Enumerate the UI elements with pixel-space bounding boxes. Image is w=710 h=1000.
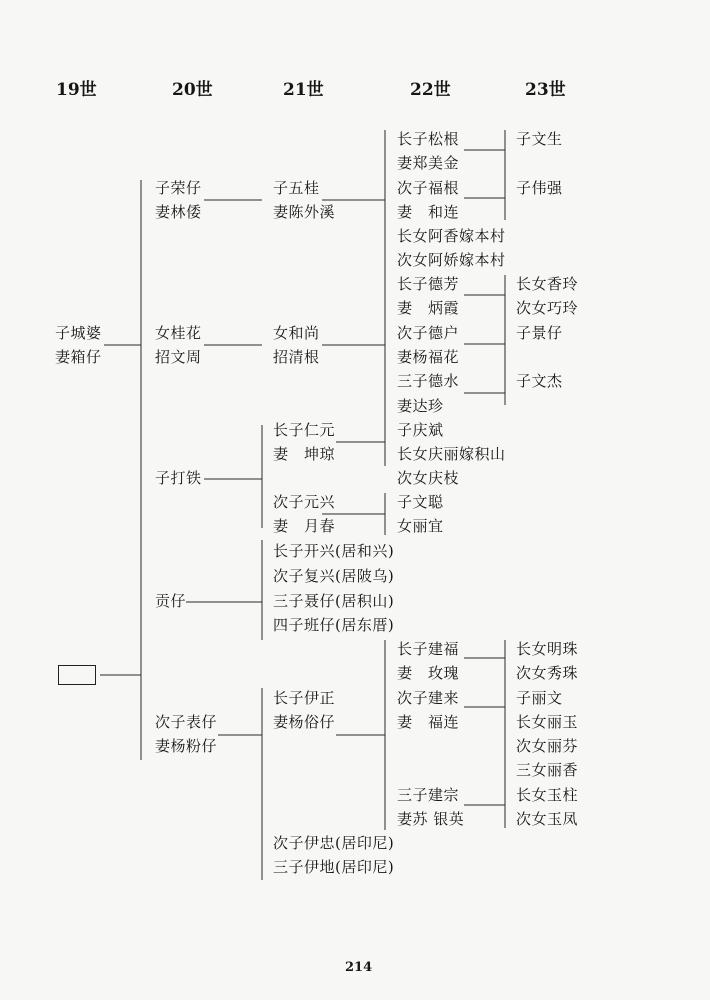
person-name: 次女阿娇嫁本村: [397, 251, 506, 269]
generation-header-23: 23世: [525, 80, 566, 100]
person-name: 长子德芳: [397, 275, 460, 293]
person-name: 妻箱仔: [55, 348, 102, 366]
person-name: 次女玉凤: [516, 810, 579, 828]
person-name: 长女阿香嫁本村: [397, 227, 506, 245]
person-name: 子伟强: [516, 179, 563, 197]
person-name: 妻郑美金: [397, 154, 460, 172]
person-name: 妻林倭: [155, 203, 202, 221]
person-name: 三子聂仔(居积山): [273, 592, 395, 610]
person-name: 长女丽玉: [516, 713, 579, 731]
person-name: 次子伊忠(居印尼): [273, 834, 395, 852]
person-name: 长女庆丽嫁积山: [397, 445, 506, 463]
person-name: 三子德水: [397, 372, 460, 390]
person-name: 子景仔: [516, 324, 563, 342]
person-name: 长子伊正: [273, 689, 336, 707]
page-number: 214: [345, 960, 373, 975]
person-name: 长子仁元: [273, 421, 336, 439]
person-name: 长女香玲: [516, 275, 579, 293]
person-name: 妻杨福花: [397, 348, 460, 366]
person-name: 子文聪: [397, 493, 444, 511]
person-name: 女和尚: [273, 324, 320, 342]
person-name: 次女巧玲: [516, 299, 579, 317]
person-name: 招文周: [155, 348, 202, 366]
person-name: 长子开兴(居和兴): [273, 542, 395, 560]
person-name: 次子元兴: [273, 493, 336, 511]
person-name: 女桂花: [155, 324, 202, 342]
person-name: 妻 月春: [273, 517, 336, 535]
person-name: 子五桂: [273, 179, 320, 197]
person-name: 子打铁: [155, 469, 202, 487]
person-name: 三子伊地(居印尼): [273, 858, 395, 876]
person-name: 妻杨俗仔: [273, 713, 336, 731]
generation-header-22: 22世: [410, 80, 451, 100]
person-name: 妻达珍: [397, 397, 444, 415]
person-name: 次子复兴(居陂乌): [273, 567, 395, 585]
generation-header-19: 19世: [56, 80, 97, 100]
person-name: 贡仔: [155, 592, 187, 610]
person-name: 次子福根: [397, 179, 460, 197]
person-name: 次女秀珠: [516, 664, 579, 682]
person-name: 子丽文: [516, 689, 563, 707]
person-name: 女丽宜: [397, 517, 444, 535]
person-name: 子文杰: [516, 372, 563, 390]
person-name: 次女庆枝: [397, 469, 460, 487]
person-name: 三女丽香: [516, 761, 579, 779]
person-name: 妻 和连: [397, 203, 460, 221]
generation-header-20: 20世: [172, 80, 213, 100]
person-name: 次女丽芬: [516, 737, 579, 755]
person-name: 次子建来: [397, 689, 460, 707]
person-name: 次子表仔: [155, 713, 218, 731]
person-name: 长女玉柱: [516, 786, 579, 804]
person-name: 次子德户: [397, 324, 460, 342]
person-name: 长子松根: [397, 130, 460, 148]
person-name: 妻 炳霞: [397, 299, 460, 317]
person-name: 妻杨粉仔: [155, 737, 218, 755]
person-name: 妻苏 银英: [397, 810, 465, 828]
person-name: 长女明珠: [516, 640, 579, 658]
person-name: 子城婆: [55, 324, 102, 342]
person-name: 长子建福: [397, 640, 460, 658]
person-name: 妻 坤琼: [273, 445, 336, 463]
blank-name-box: [58, 665, 96, 685]
generation-header-21: 21世: [283, 80, 324, 100]
person-name: 四子班仔(居东厝): [273, 616, 395, 634]
person-name: 招清根: [273, 348, 320, 366]
person-name: 子庆斌: [397, 421, 444, 439]
person-name: 妻 福连: [397, 713, 460, 731]
person-name: 妻陈外溪: [273, 203, 336, 221]
person-name: 子荣仔: [155, 179, 202, 197]
person-name: 三子建宗: [397, 786, 460, 804]
person-name: 子文生: [516, 130, 563, 148]
person-name: 妻 玫瑰: [397, 664, 460, 682]
